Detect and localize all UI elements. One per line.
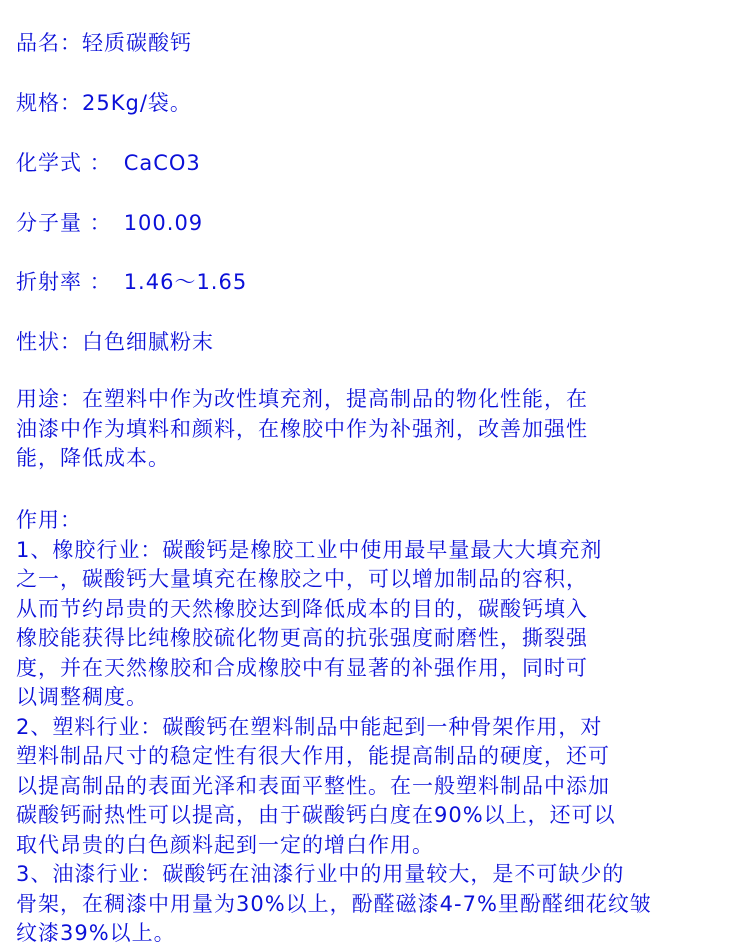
effects-line: 2、塑料行业：碳酸钙在塑料制品中能起到一种骨架作用，对 — [16, 714, 603, 739]
effects-line: 度，并在天然橡胶和合成橡胶中有显著的补强作用，同时可 — [16, 655, 588, 680]
formula-row — [16, 150, 201, 176]
effects-section — [16, 506, 750, 949]
formula-label: 化学式 ： — [16, 151, 112, 175]
usage-line: 能，降低成本。 — [16, 446, 170, 470]
refractive-index-value: 1.46～1.65 — [123, 270, 248, 294]
effects-line: 取代昂贵的白色颜料起到一定的增白作用。 — [16, 832, 434, 857]
appearance-value: 白色细腻粉末 — [82, 330, 214, 354]
appearance-label: 性状： — [16, 330, 82, 354]
effects-line: 橡胶能获得比纯橡胶硫化物更高的抗张强度耐磨性，撕裂强 — [16, 626, 588, 650]
effects-line: 1、橡胶行业：碳酸钙是橡胶工业中使用最早量最大大填充剂 — [16, 537, 603, 562]
effects-line: 纹漆39%以上。 — [16, 921, 176, 945]
usage-line: 油漆中作为填料和颜料，在橡胶中作为补强剂，改善加强性 — [16, 416, 588, 441]
molecular-weight-label: 分子量 ： — [16, 211, 112, 235]
spec-value: 25Kg/袋。 — [82, 91, 192, 115]
effects-line: 塑料制品尺寸的稳定性有很大作用，能提高制品的硬度，还可 — [16, 744, 610, 768]
product-name-value: 轻质碳酸钙 — [82, 31, 192, 55]
effects-line: 以提高制品的表面光泽和表面平整性。在一般塑料制品中添加 — [16, 773, 610, 798]
formula-value: CaCO3 — [123, 151, 201, 175]
refractive-index-label: 折射率 ： — [16, 270, 112, 294]
appearance-row — [16, 329, 214, 355]
molecular-weight-row — [16, 210, 203, 236]
effects-line: 之一，碳酸钙大量填充在橡胶之中，可以增加制品的容积， — [16, 567, 588, 591]
molecular-weight-value: 100.09 — [123, 211, 204, 235]
effects-line: 碳酸钙耐热性可以提高，由于碳酸钙白度在90%以上，还可以 — [16, 803, 616, 827]
usage-line: 用途：在塑料中作为改性填充剂，提高制品的物化性能，在 — [16, 387, 588, 411]
refractive-index-row — [16, 269, 247, 295]
product-name-row — [16, 30, 192, 56]
effects-heading: 作用： — [16, 508, 82, 532]
effects-line: 以调整稠度。 — [16, 685, 148, 709]
spec-label: 规格： — [16, 91, 82, 115]
effects-line: 骨架，在稠漆中用量为30%以上，酚醛磁漆4-7%里酚醛细花纹皱 — [16, 891, 652, 916]
effects-line: 3、油漆行业：碳酸钙在油漆行业中的用量较大，是不可缺少的 — [16, 862, 625, 886]
spec-row — [16, 90, 192, 116]
usage-paragraph — [16, 385, 750, 474]
effects-line: 从而节约昂贵的天然橡胶达到降低成本的目的，碳酸钙填入 — [16, 596, 588, 621]
product-name-label: 品名： — [16, 31, 82, 55]
